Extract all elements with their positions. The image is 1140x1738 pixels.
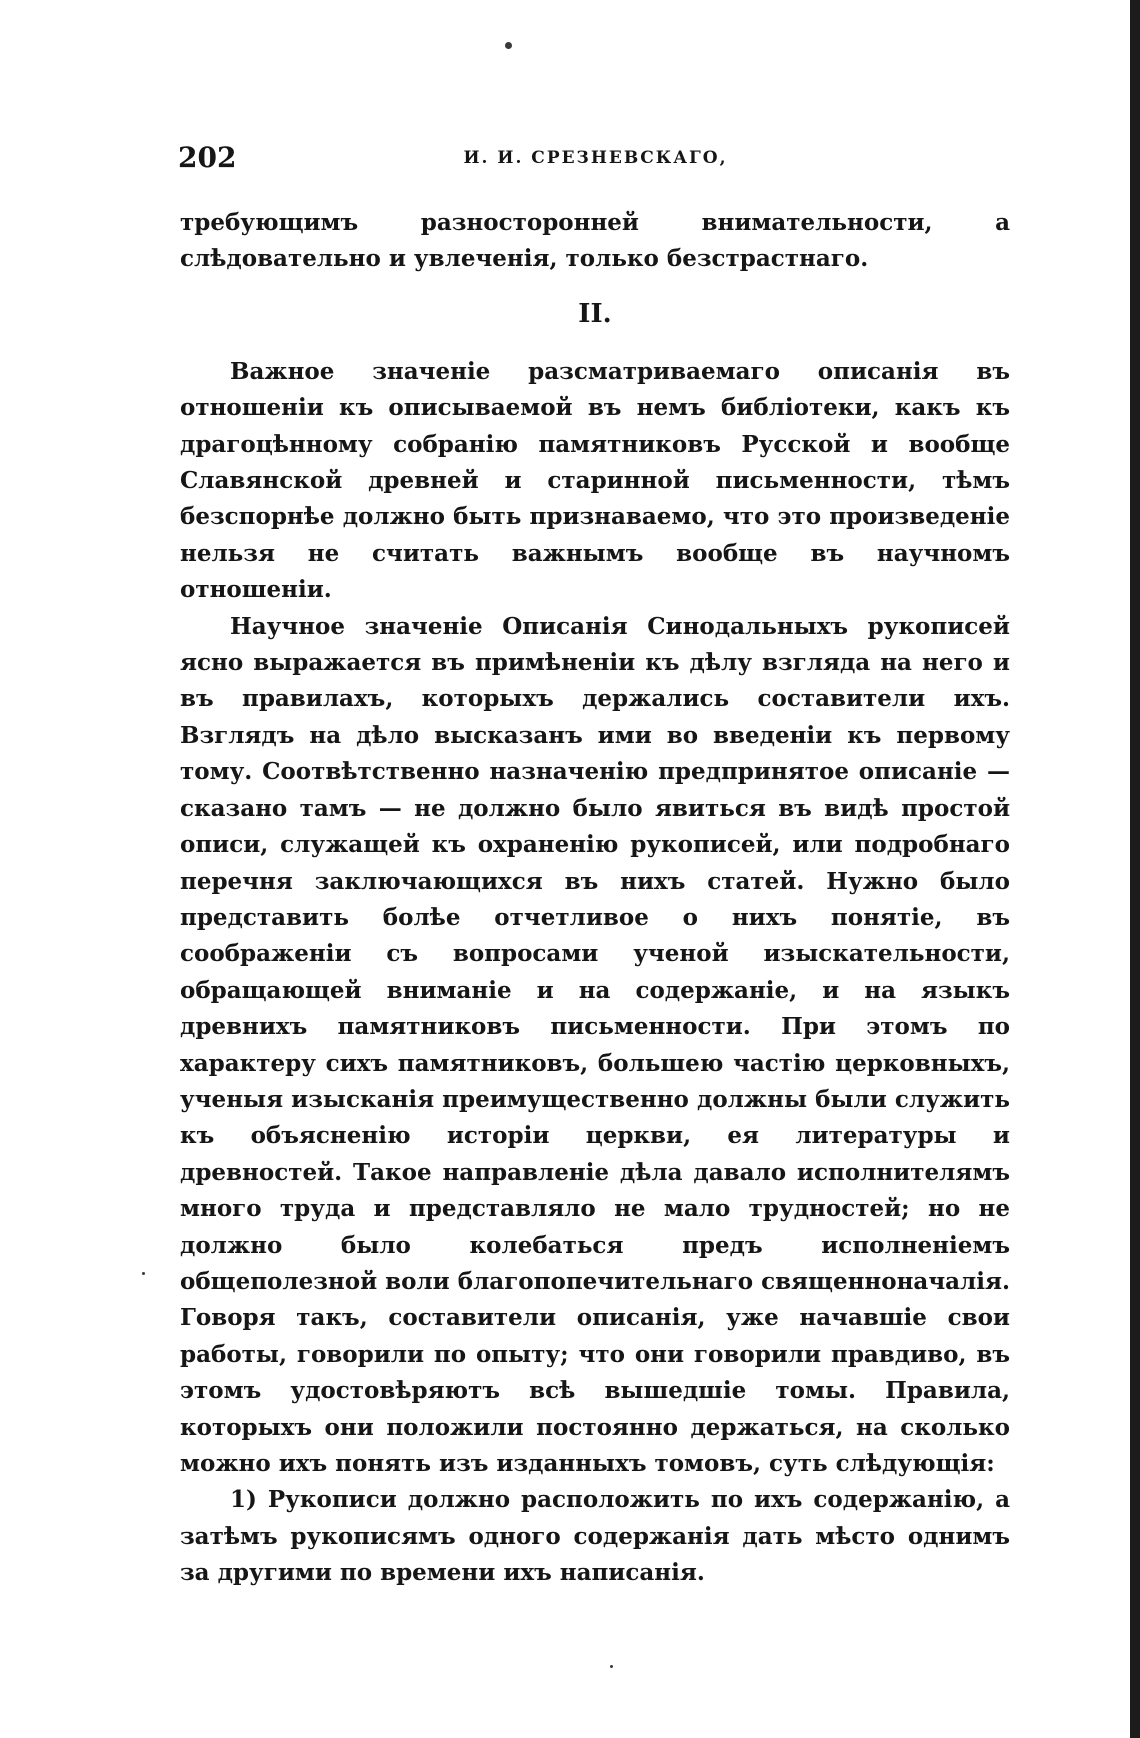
running-head: И. И. СРЕЗНЕВСКАГО,: [463, 148, 728, 168]
continuation-paragraph: требующимъ разносторонней внимательности, а слѣдовательно и увлеченія, только безстрастнаго.: [180, 209, 1010, 273]
section-numeral: II.: [578, 298, 612, 329]
scan-speck: [610, 1665, 613, 1668]
body-text: [180, 205, 1010, 1592]
scan-speck: [142, 1272, 145, 1275]
scan-edge-shadow: [1130, 0, 1140, 1738]
paragraph: 1) Рукописи должно расположить по ихъ содержанію, а затѣмъ рукописямъ одного содержанія дать мѣсто однимъ за другими по времени ихъ написанія.: [180, 1486, 1010, 1587]
paragraph: Важное значеніе разсматриваемаго описанія въ отношеніи къ описываемой въ немъ библіотеки, какъ къ драгоцѣнному собранію памятниковъ Русской и вообще Славянской древней и старинной письменности, тѣмъ безспорнѣе должно быть признаваемо, что это произведеніе нельзя не считать важнымъ вообще въ научномъ отношеніи.: [180, 357, 1010, 604]
page-header: [178, 138, 1013, 178]
page-number: 202: [178, 141, 237, 174]
scan-speck: [505, 42, 512, 49]
paragraph: Научное значеніе Описанія Синодальныхъ рукописей ясно выражается въ примѣненіи къ дѣлу взгляда на него и въ правилахъ, которыхъ держались составители ихъ. Взглядъ на дѣло высказанъ ими во введеніи къ первому тому. Соотвѣтственно назначенію предпринятое описаніе — сказано тамъ — не должно было явиться въ видѣ простой описи, служащей къ охраненію рукописей, или подробнаго перечня заключающихся въ нихъ статей. Нужно было представить болѣе отчетливое о нихъ понятіе, въ соображеніи съ вопросами ученой изыскательности, обращающей вниманіе и на содержаніе, и на языкъ древнихъ памятниковъ письменности. При этомъ по характеру сихъ памятниковъ, большею частію церковныхъ, ученыя изысканія преимущественно должны были служить къ объясненію исторіи церкви, ея литературы и древностей. Такое направленіе дѣла давало исполнителямъ много труда и представляло не мало трудностей; но не должно было колебаться предъ исполненіемъ общеполезной воли благопопечительнаго священноначалія. Говоря такъ, составители описанія, уже начавшіе свои работы, говорили по опыту; что они говорили правдиво, въ этомъ удостовѣряютъ всѣ вышедшіе томы. Правила, которыхъ они положили постоянно держаться, на сколько можно ихъ понять изъ изданныхъ томовъ, суть слѣдующія:: [180, 612, 1011, 1477]
